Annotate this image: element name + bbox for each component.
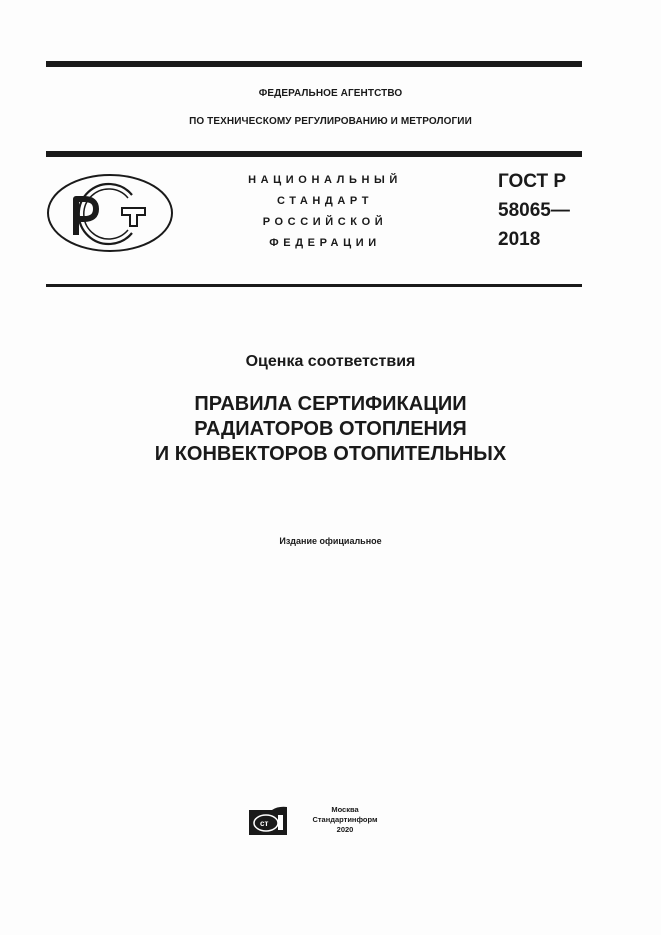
standartinform-logo-icon bbox=[248, 806, 288, 836]
agency-name-line1: ФЕДЕРАЛЬНОЕ АГЕНТСТВО bbox=[258, 88, 403, 99]
designation-year: 2018 bbox=[498, 229, 541, 250]
national-standard-line: РОССИЙСКОЙ bbox=[262, 216, 388, 228]
standard-block-rule bbox=[46, 284, 582, 287]
title-line: И КОНВЕКТОРОВ ОТОПИТЕЛЬНЫХ bbox=[154, 443, 507, 465]
national-standard-line: НАЦИОНАЛЬНЫЙ bbox=[248, 174, 402, 186]
agency-name-line2: ПО ТЕХНИЧЕСКОМУ РЕГУЛИРОВАНИЮ И МЕТРОЛОГИИ bbox=[189, 116, 472, 127]
title-line: РАДИАТОРОВ ОТОПЛЕНИЯ bbox=[194, 418, 467, 440]
svg-text:ст: ст bbox=[260, 819, 269, 828]
publisher-name: Стандартинформ bbox=[312, 815, 378, 824]
publisher-imprint bbox=[300, 805, 390, 835]
publisher-city: Москва bbox=[331, 805, 359, 814]
national-standard-label bbox=[230, 170, 420, 254]
header-rule bbox=[46, 151, 582, 157]
title-line: ПРАВИЛА СЕРТИФИКАЦИИ bbox=[194, 393, 467, 415]
designation-number: 58065— bbox=[498, 200, 570, 221]
standard-designation bbox=[498, 167, 570, 254]
designation-prefix: ГОСТ Р bbox=[498, 171, 567, 192]
top-rule bbox=[46, 61, 582, 67]
national-standard-line: СТАНДАРТ bbox=[276, 195, 374, 207]
document-subtitle: Оценка соответствия bbox=[245, 353, 416, 370]
document-title bbox=[0, 392, 661, 467]
rst-gost-logo-icon bbox=[46, 173, 174, 253]
publication-year: 2020 bbox=[336, 825, 354, 834]
edition-label: Издание официальное bbox=[279, 536, 382, 546]
national-standard-line: ФЕДЕРАЦИИ bbox=[269, 237, 381, 249]
